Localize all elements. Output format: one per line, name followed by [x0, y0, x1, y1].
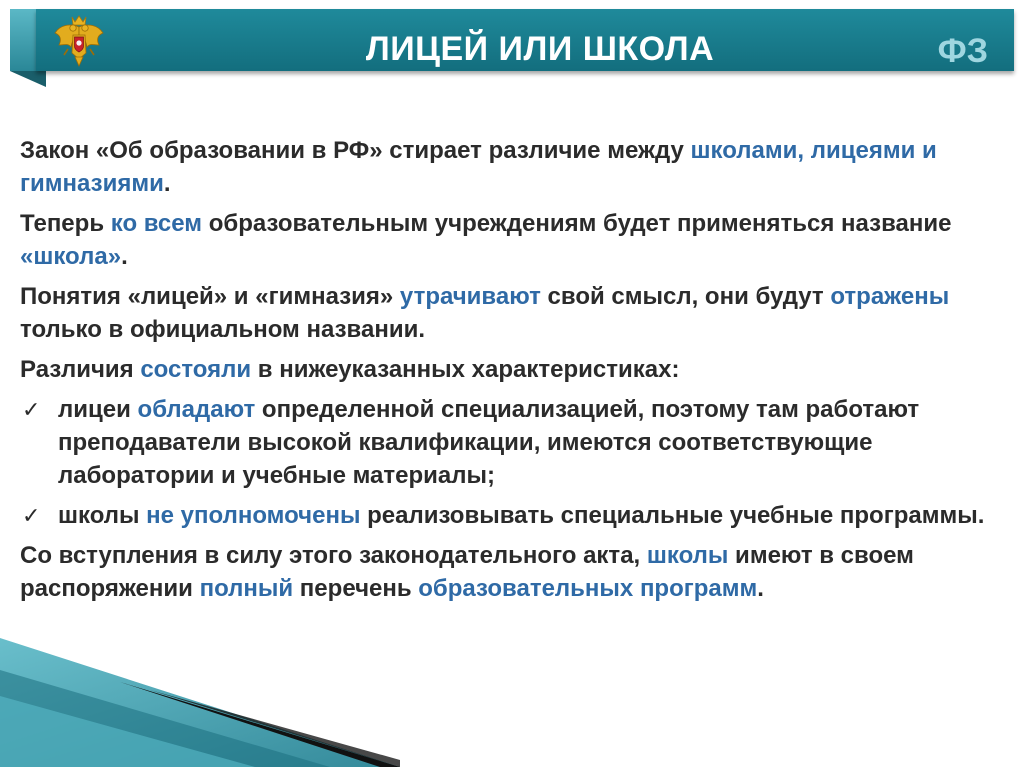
highlight-text: школы: [646, 542, 729, 569]
text: школы: [58, 502, 147, 529]
text: определенной специализацией, поэтому там работают преподаватели высокой квалификации, имеются соответствующие лаборатории и учебные материалы;: [58, 396, 920, 489]
text: .: [121, 243, 128, 270]
highlight-text: отражены: [830, 283, 950, 310]
text: Теперь: [20, 210, 111, 237]
highlight-text: «школа»: [20, 243, 122, 270]
list-item: [20, 499, 1000, 532]
text: .: [757, 575, 764, 602]
text: Понятия «лицей» и «гимназия»: [20, 283, 400, 310]
decorative-corner: [0, 610, 400, 767]
highlight-text: утрачивают: [399, 283, 541, 310]
text: реализовывать специальные учебные программы.: [360, 502, 985, 529]
text: Закон «Об образовании в РФ» стирает различие между: [20, 137, 691, 164]
main-content: [20, 134, 1000, 612]
highlight-text: ко всем: [110, 210, 203, 237]
text: образовательным учреждениям будет применяться название: [202, 210, 952, 237]
paragraph-law: [20, 134, 1000, 200]
list-item: [20, 393, 1000, 492]
text: перечень: [293, 575, 419, 602]
text: .: [163, 170, 171, 197]
paragraph-conclusion: [20, 539, 1000, 605]
paragraph-name: [20, 207, 1000, 273]
check-icon: ✓: [22, 397, 41, 422]
text: имеют в своем распоряжении: [20, 542, 914, 602]
highlight-text: полный: [199, 575, 294, 602]
highlight-text: школами, лицеями и гимназиями: [20, 137, 937, 197]
highlight-text: не уполномочены: [146, 502, 361, 529]
emblem-icon: [52, 13, 106, 69]
header-tag: ФЗ: [937, 32, 988, 70]
highlight-text: обладают: [137, 396, 256, 423]
header-bar: [36, 9, 1014, 71]
page-title: ЛИЦЕЙ ИЛИ ШКОЛА: [365, 30, 715, 68]
text: в нижеуказанных характеристиках:: [251, 356, 680, 383]
text: Со вступления в силу этого законодательного акта,: [20, 542, 647, 569]
highlight-text: состояли: [140, 356, 252, 383]
paragraph-differences: [20, 353, 1000, 386]
paragraph-concepts: [20, 280, 1000, 346]
text: свой смысл, они будут: [540, 283, 831, 310]
highlight-text: образовательных программ: [418, 575, 758, 602]
text: Различия: [20, 356, 141, 383]
check-icon: ✓: [22, 503, 41, 528]
text: только в официальном названии.: [20, 316, 425, 343]
text: лицеи: [58, 396, 138, 423]
